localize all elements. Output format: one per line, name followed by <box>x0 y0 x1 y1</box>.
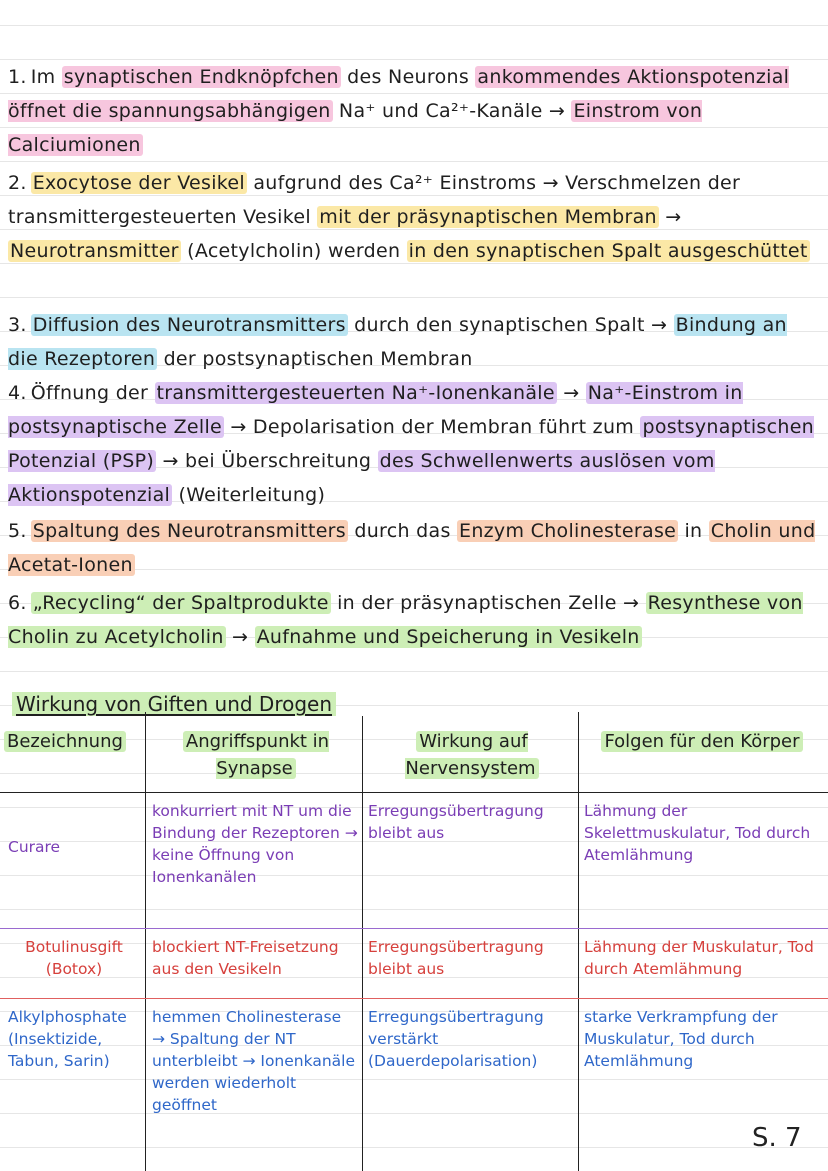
column-divider <box>362 716 363 1171</box>
step-6 <box>8 586 822 654</box>
row-alkylphosphate-name: Alkylphosphate (Insektizide, Tabun, Sarin) <box>8 1008 127 1070</box>
header-text: Bezeichnung <box>4 731 126 752</box>
row-botox-effect: Erregungsübertragung bleibt aus <box>368 938 544 978</box>
step-highlight: Spaltung des Neurotransmitters <box>32 520 346 542</box>
step-text: (Acetylcholin) werden <box>180 240 407 262</box>
step-text: → <box>658 206 682 228</box>
column-divider <box>578 712 579 1171</box>
step-highlight: Diffusion des Neurotransmitters <box>32 314 346 336</box>
step-text: der postsynaptischen Membran <box>157 348 473 370</box>
step-highlight: Enzym Cholinesterase <box>459 520 677 542</box>
row-botox-name: Botulinusgift (Botox) <box>25 938 123 978</box>
step-highlight: transmittergesteuerten Na⁺-Ionenkanäle <box>156 382 555 404</box>
step-text: aufgrund des Ca²⁺ Einstroms → Verschmelzen der transmittergesteuerten Vesikel <box>8 172 741 228</box>
step-4 <box>8 376 822 512</box>
step-text: → <box>225 626 255 648</box>
header-text: Angriffspunkt in Synapse <box>183 731 329 779</box>
row-alkylphosphate-consequence: starke Verkrampfung der Muskulatur, Tod durch Atemlähmung <box>584 1008 778 1070</box>
header-angriffspunkt <box>150 728 362 782</box>
step-highlight: Aufnahme und Speicherung in Vesikeln <box>256 626 640 648</box>
step-2 <box>8 166 822 268</box>
row-curare-effect: Erregungsübertragung bleibt aus <box>368 802 544 842</box>
step-number: 5. <box>8 520 27 542</box>
poisons-table <box>0 716 828 1171</box>
step-highlight: ankommendes Aktionspotenzial öffnet die spannungsabhängigen <box>8 66 790 122</box>
step-highlight: Exocytose der Vesikel <box>32 172 246 194</box>
step-highlight: Na⁺-Einstrom in postsynaptische Zelle <box>8 382 743 438</box>
step-highlight: postsynaptischen Potenzial (PSP) <box>8 416 815 472</box>
step-highlight: in den synaptischen Spalt ausgeschüttet <box>408 240 808 262</box>
header-divider <box>0 792 828 793</box>
step-highlight: des Schwellenwerts auslösen vom Aktionspotenzial <box>8 450 715 506</box>
step-highlight: synaptischen Endknöpfchen <box>63 66 339 88</box>
step-text: in der präsynaptischen Zelle → <box>330 592 646 614</box>
step-number: 3. <box>8 314 27 336</box>
page-number: S. 7 <box>752 1123 802 1153</box>
row-alkylphosphate-target: hemmen Cholinesterase → Spaltung der NT unterbleibt → Ionenkanäle werden wiederholt geöffnet <box>152 1008 355 1114</box>
step-text: → Depolarisation der Membran führt zum <box>224 416 641 438</box>
row-curare-target: konkurriert mit NT um die Bindung der Rezeptoren → keine Öffnung von Ionenkanälen <box>152 802 358 886</box>
header-folgen <box>582 728 822 755</box>
row-divider <box>0 998 828 999</box>
step-5 <box>8 514 822 582</box>
step-highlight: mit der präsynaptischen Membran <box>319 206 657 228</box>
step-highlight: „Recycling“ der Spaltprodukte <box>32 592 329 614</box>
step-text: Öffnung der <box>30 382 155 404</box>
step-3 <box>8 308 822 376</box>
step-highlight: Cholin und Acetat-Ionen <box>8 520 816 576</box>
row-curare-name: Curare <box>8 838 61 856</box>
step-text: → bei Überschreitung <box>156 450 378 472</box>
step-number: 1. <box>8 66 27 88</box>
step-number: 6. <box>8 592 27 614</box>
header-bezeichnung <box>0 728 145 755</box>
step-highlight: Einstrom von Calciumionen <box>8 100 703 156</box>
row-curare-consequence: Lähmung der Skelettmuskulatur, Tod durch Atemlähmung <box>584 802 811 864</box>
step-highlight: Bindung an die Rezeptoren <box>8 314 787 370</box>
step-text: Na⁺ und Ca²⁺-Kanäle → <box>332 100 572 122</box>
table-title: Wirkung von Giften und Drogen <box>12 692 336 716</box>
row-alkylphosphate-effect: Erregungsübertragung verstärkt (Dauerdepolarisation) <box>368 1008 544 1070</box>
step-text: → <box>556 382 586 404</box>
step-text: (Weiterleitung) <box>172 484 326 506</box>
step-number: 4. <box>8 382 27 404</box>
step-number: 2. <box>8 172 27 194</box>
header-text: Wirkung auf Nervensystem <box>405 731 538 779</box>
step-highlight: Neurotransmitter <box>10 240 179 262</box>
step-text: in <box>678 520 709 542</box>
step-text: durch das <box>348 520 458 542</box>
header-text: Folgen für den Körper <box>601 731 802 752</box>
step-highlight: Resynthese von Cholin zu Acetylcholin <box>8 592 803 648</box>
column-divider <box>145 712 146 1171</box>
step-text: durch den synaptischen Spalt → <box>347 314 674 336</box>
step-text: Im <box>30 66 62 88</box>
row-divider <box>0 928 828 929</box>
step-1 <box>8 60 822 162</box>
row-botox-target: blockiert NT-Freisetzung aus den Vesikeln <box>152 938 339 978</box>
row-botox-consequence: Lähmung der Muskulatur, Tod durch Atemlähmung <box>584 938 814 978</box>
header-wirkung <box>366 728 578 782</box>
step-text: des Neurons <box>340 66 476 88</box>
